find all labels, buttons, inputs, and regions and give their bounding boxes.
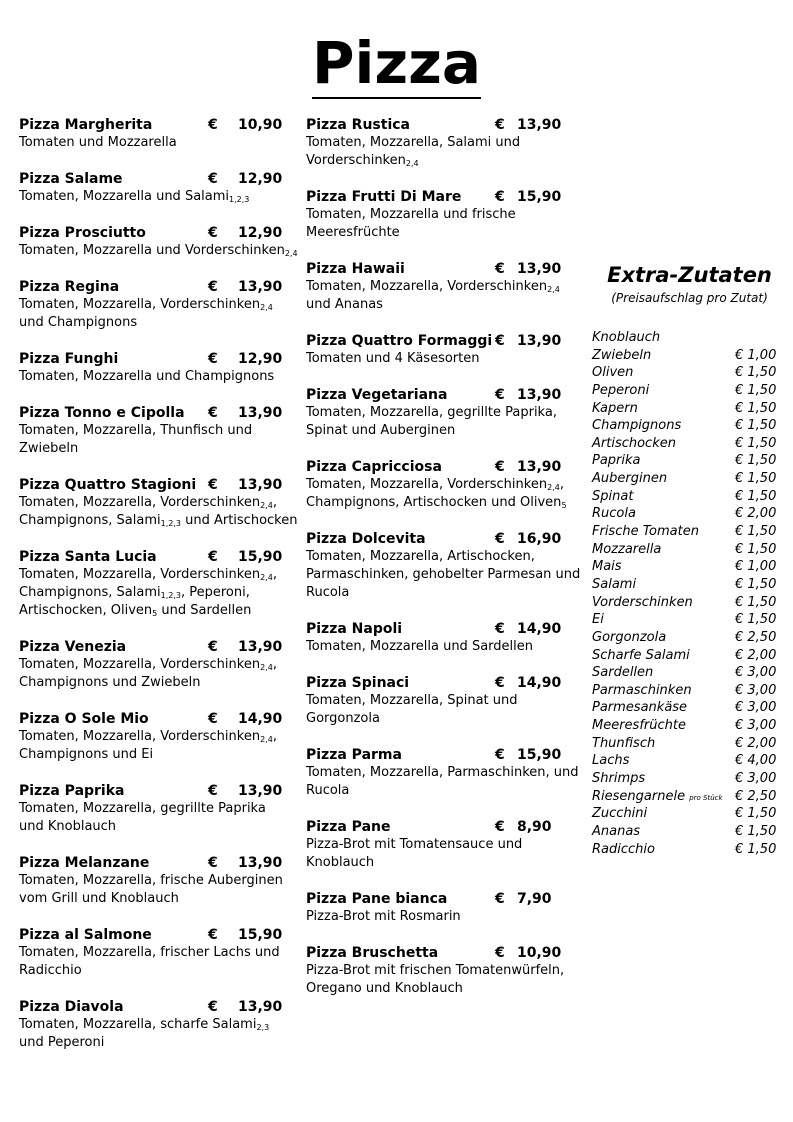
extra-topping-name: Kapern <box>592 400 638 416</box>
currency-symbol: € <box>208 477 218 493</box>
menu-item <box>19 476 304 530</box>
currency-symbol: € <box>208 549 218 565</box>
menu-item-description: Champignons, Salami$_{1,2,3}$ und Artischocken <box>19 513 298 528</box>
menu-item-name: Pizza Paprika <box>19 783 125 799</box>
extra-topping-row <box>592 841 787 859</box>
menu-item-price: 13,90 <box>238 999 283 1015</box>
menu-item-price: 12,90 <box>238 225 283 241</box>
menu-item-name: Pizza Pane bianca <box>306 891 448 907</box>
menu-item-description: Champignons und Zwiebeln <box>19 675 201 690</box>
menu-item-header <box>19 476 304 494</box>
menu-item-header <box>19 350 304 368</box>
extra-topping-price: € 1,50 <box>735 400 777 416</box>
menu-item-description: Rucola <box>306 585 350 600</box>
menu-item-name: Pizza Quattro Formaggi <box>306 333 493 349</box>
extra-topping-name: Knoblauch <box>592 330 661 345</box>
menu-item-name: Pizza Napoli <box>306 621 403 637</box>
menu-item <box>306 188 596 242</box>
extra-topping-name: Frische Tomaten <box>592 524 699 540</box>
allergen-note: 2,4 <box>405 159 419 168</box>
allergen-note: 5 <box>561 501 567 510</box>
menu-item-header <box>306 332 596 350</box>
menu-item-description: und Knoblauch <box>19 819 117 834</box>
extra-topping-price: € 1,50 <box>735 806 777 822</box>
menu-item-price: 10,90 <box>517 945 562 961</box>
extra-topping-name: Ananas <box>592 823 641 839</box>
extra-topping-name: Mozzarella <box>592 541 662 557</box>
menu-item-description: Tomaten, Mozzarella, gegrillte Paprika, <box>306 405 557 420</box>
extra-topping-name: Parmesankäse <box>592 700 688 716</box>
menu-item-description: Oregano und Knoblauch <box>306 981 463 996</box>
extra-topping-name: Riesengarnele <box>592 788 686 804</box>
menu-item-header <box>306 818 596 836</box>
extra-topping-price: € 1,50 <box>735 471 777 487</box>
menu-item-description: Tomaten, Mozzarella, Artischocken, <box>306 549 535 564</box>
menu-item-name: Pizza Vegetariana <box>306 387 448 403</box>
currency-symbol: € <box>495 459 505 475</box>
menu-item-name: Pizza al Salmone <box>19 927 152 943</box>
menu-item-header <box>306 116 596 134</box>
menu-item-name: Pizza Salame <box>19 171 123 187</box>
menu-item-header <box>306 530 596 548</box>
extra-topping-row <box>592 347 787 365</box>
menu-item-header <box>306 386 596 404</box>
menu-item-description: Tomaten, Mozzarella und Salami$_{1,2,3}$ <box>19 189 250 204</box>
menu-item-description: und Champignons <box>19 315 138 330</box>
extra-topping-row <box>592 417 787 435</box>
menu-item <box>19 170 304 206</box>
menu-item-header <box>19 278 304 296</box>
menu-item-name: Pizza Melanzane <box>19 855 150 871</box>
extra-topping-price: € 1,50 <box>735 524 777 540</box>
extra-topping-name: Gorgonzola <box>592 629 667 645</box>
menu-item-price: 14,90 <box>238 711 283 727</box>
menu-item-price: 10,90 <box>238 117 283 133</box>
currency-symbol: € <box>495 747 505 763</box>
menu-item-description: Meeresfrüchte <box>306 225 400 240</box>
extra-topping-name: Salami <box>592 576 637 592</box>
menu-item-name: Pizza Funghi <box>19 351 119 367</box>
currency-symbol: € <box>495 675 505 691</box>
menu-item-description: Tomaten, Mozzarella, gegrillte Paprika <box>19 801 266 816</box>
extra-topping-price: € 1,50 <box>735 576 777 592</box>
menu-item-price: 15,90 <box>517 189 562 205</box>
extra-topping-row <box>592 435 787 453</box>
extra-topping-row <box>592 523 787 541</box>
allergen-note: 2,4 <box>284 249 298 258</box>
menu-item-price: 13,90 <box>238 405 283 421</box>
menu-item <box>306 818 596 872</box>
menu-item <box>19 638 304 692</box>
menu-item-description: Radicchio <box>19 963 82 978</box>
extra-topping-row <box>592 541 787 559</box>
extra-topping-name: Champignons <box>592 418 682 434</box>
menu-item-description: Pizza-Brot mit frischen Tomatenwürfeln, <box>306 963 565 978</box>
menu-item-header <box>19 638 304 656</box>
allergen-note: 2,4 <box>260 501 273 510</box>
allergen-note: 2,4 <box>260 663 273 672</box>
extra-topping-price: € 1,50 <box>735 594 777 610</box>
extra-topping-name: Auberginen <box>592 471 668 487</box>
menu-item-name: Pizza Dolcevita <box>306 531 426 547</box>
extra-topping-row <box>592 629 787 647</box>
extra-topping-price: € 2,00 <box>735 735 777 751</box>
extra-topping-row <box>592 452 787 470</box>
menu-item-description: Champignons, Artischocken und Oliven$_5$ <box>306 495 567 510</box>
menu-item <box>19 404 304 458</box>
menu-item-price: 13,90 <box>238 855 283 871</box>
menu-item-name: Pizza Hawaii <box>306 261 405 277</box>
currency-symbol: € <box>208 279 218 295</box>
extra-topping-price: € 2,00 <box>735 506 777 522</box>
extra-topping-name: Peperoni <box>592 382 650 398</box>
menu-item <box>306 890 596 926</box>
currency-symbol: € <box>208 999 218 1015</box>
menu-item-description: Knoblauch <box>306 855 375 870</box>
menu-item-name: Pizza Santa Lucia <box>19 549 157 565</box>
extra-topping-name: Zwiebeln <box>592 347 652 363</box>
extra-topping-price: € 1,00 <box>735 559 777 575</box>
allergen-note: 2,3 <box>256 1023 270 1032</box>
menu-item-description: Tomaten, Mozzarella, Vorderschinken$_{2,4}$ <box>306 279 560 294</box>
menu-item-header <box>306 944 596 962</box>
menu-item-description: Tomaten, Mozzarella und Champignons <box>19 369 275 384</box>
menu-item-price: 12,90 <box>238 171 283 187</box>
extra-topping-price: € 1,00 <box>735 347 777 363</box>
menu-item <box>19 854 304 908</box>
menu-item-price: 8,90 <box>517 819 552 835</box>
menu-item-description: Zwiebeln <box>19 441 79 456</box>
menu-item-name: Pizza Quattro Stagioni <box>19 477 197 493</box>
extra-topping-name: Rucola <box>592 506 636 522</box>
menu-item <box>19 278 304 332</box>
menu-item <box>306 746 596 800</box>
menu-item-header <box>306 260 596 278</box>
menu-item-price: 13,90 <box>238 279 283 295</box>
menu-item-name: Pizza Prosciutto <box>19 225 146 241</box>
menu-item <box>306 458 596 512</box>
menu-item-description: Tomaten, Mozzarella, Vorderschinken$_{2,4}$, <box>19 657 277 672</box>
menu-item-description: Parmaschinken, gehobelter Parmesan und <box>306 567 581 582</box>
currency-symbol: € <box>495 891 505 907</box>
currency-symbol: € <box>208 639 218 655</box>
menu-item-description: Tomaten, Mozzarella, Salami und <box>306 135 521 150</box>
menu-item-description: Artischocken, Oliven$_5$ und Sardellen <box>19 603 252 618</box>
menu-item-description: Tomaten, Mozzarella und Vorderschinken$_{2,4}$ <box>19 243 298 258</box>
menu-item-description: Tomaten, Mozzarella, frische Auberginen <box>19 873 283 888</box>
menu-item-description: Tomaten, Mozzarella, Vorderschinken$_{2,4}$, <box>306 477 564 492</box>
extra-topping-price: € 1,50 <box>735 435 777 451</box>
menu-item-name: Pizza Venezia <box>19 639 127 655</box>
currency-symbol: € <box>208 171 218 187</box>
menu-item-description: Tomaten, Mozzarella, Vorderschinken$_{2,4}$, <box>19 495 277 510</box>
extra-topping-row <box>592 788 787 806</box>
extra-topping-name: Thunfisch <box>592 735 656 751</box>
menu-item-description: Rucola <box>306 783 350 798</box>
extra-topping-price: € 1,50 <box>735 453 777 469</box>
extra-topping-name: Mais <box>592 559 622 575</box>
currency-symbol: € <box>495 819 505 835</box>
extra-topping-price: € 3,00 <box>735 771 777 787</box>
extra-topping-row <box>592 823 787 841</box>
menu-item <box>306 530 596 602</box>
allergen-note: 1,2,3 <box>160 519 181 528</box>
extra-topping-row <box>592 505 787 523</box>
menu-item-description: Tomaten, Mozzarella, scharfe Salami$_{2,3}$ <box>19 1017 270 1032</box>
menu-item-price: 13,90 <box>517 387 562 403</box>
extra-topping-price: € 4,00 <box>735 753 777 769</box>
extra-topping-price: € 1,50 <box>735 612 777 628</box>
menu-item-name: Pizza Capricciosa <box>306 459 442 475</box>
currency-symbol: € <box>208 351 218 367</box>
extra-topping-name: Sardellen <box>592 665 654 681</box>
menu-item-description: Champignons, Salami$_{1,2,3}$, Peperoni, <box>19 585 250 600</box>
menu-item-name: Pizza Margherita <box>19 117 153 133</box>
menu-item-description: Tomaten, Mozzarella, Vorderschinken$_{2,4}$, <box>19 567 277 582</box>
extra-topping-price: € 1,50 <box>735 365 777 381</box>
extra-topping-row <box>592 470 787 488</box>
menu-item-price: 15,90 <box>238 927 283 943</box>
currency-symbol: € <box>208 927 218 943</box>
menu-item-description: Tomaten, Mozzarella, Thunfisch und <box>19 423 253 438</box>
menu-item-header <box>19 224 304 242</box>
extra-topping-row <box>592 576 787 594</box>
extras-list <box>592 329 787 858</box>
extra-topping-name: Oliven <box>592 365 634 381</box>
extra-topping-row <box>592 717 787 735</box>
extra-topping-row <box>592 382 787 400</box>
menu-item-price: 13,90 <box>517 459 562 475</box>
menu-item-description: Pizza-Brot mit Rosmarin <box>306 909 461 924</box>
currency-symbol: € <box>495 189 505 205</box>
menu-title: Pizza <box>311 29 482 97</box>
allergen-note: 2,4 <box>260 735 273 744</box>
extra-topping-row <box>592 647 787 665</box>
menu-item-description: Gorgonzola <box>306 711 380 726</box>
menu-item-header <box>306 890 596 908</box>
extra-topping-row <box>592 752 787 770</box>
menu-item-description: Champignons und Ei <box>19 747 154 762</box>
menu-item-name: Pizza Bruschetta <box>306 945 439 961</box>
currency-symbol: € <box>495 945 505 961</box>
extra-topping-price: € 3,00 <box>735 682 777 698</box>
menu-item-header <box>306 188 596 206</box>
currency-symbol: € <box>495 117 505 133</box>
menu-item-header <box>19 116 304 134</box>
currency-symbol: € <box>208 711 218 727</box>
menu-item-description: Vorderschinken$_{2,4}$ <box>306 153 419 168</box>
menu-item-header <box>306 674 596 692</box>
extra-topping-row <box>592 594 787 612</box>
menu-item-price: 13,90 <box>517 261 562 277</box>
extra-topping-name: Spinat <box>592 488 634 504</box>
extra-topping-row <box>592 664 787 682</box>
menu-item <box>19 926 304 980</box>
extra-topping-price: € 1,50 <box>735 841 777 857</box>
menu-item-header <box>19 926 304 944</box>
menu-item-description: Pizza-Brot mit Tomatensauce und <box>306 837 523 852</box>
menu-item-name: Pizza Diavola <box>19 999 124 1015</box>
extra-topping-name: Shrimps <box>592 771 646 787</box>
menu-item-header <box>19 782 304 800</box>
extra-topping-row <box>592 770 787 788</box>
currency-symbol: € <box>495 621 505 637</box>
extra-topping-row <box>592 400 787 418</box>
menu-item-description: und Ananas <box>306 297 383 312</box>
extra-topping-row <box>592 364 787 382</box>
menu-item-price: 13,90 <box>238 477 283 493</box>
menu-item-description: Tomaten und 4 Käsesorten <box>306 351 480 366</box>
menu-item-header <box>19 548 304 566</box>
menu-item-price: 14,90 <box>517 621 562 637</box>
menu-item <box>19 350 304 386</box>
menu-item-description: Tomaten, Mozzarella, frischer Lachs und <box>19 945 280 960</box>
extra-topping-row <box>592 735 787 753</box>
menu-item-price: 15,90 <box>517 747 562 763</box>
extra-topping-price: € 2,00 <box>735 647 777 663</box>
extra-topping-name: Ei <box>592 612 604 628</box>
currency-symbol: € <box>495 387 505 403</box>
menu-item-header <box>306 458 596 476</box>
extra-topping-name: Parmaschinken <box>592 682 692 698</box>
menu-item-price: 12,90 <box>238 351 283 367</box>
extra-topping-row <box>592 699 787 717</box>
menu-item-header <box>306 746 596 764</box>
allergen-note: 2,4 <box>547 483 560 492</box>
extra-toppings-section <box>592 262 787 858</box>
menu-item-header <box>306 620 596 638</box>
extra-topping-note: pro Stück <box>689 793 723 802</box>
extra-topping-name: Scharfe Salami <box>592 647 690 663</box>
currency-symbol: € <box>208 783 218 799</box>
extra-topping-name: Radicchio <box>592 841 655 857</box>
extra-topping-name: Paprika <box>592 453 641 469</box>
menu-item-name: Pizza Tonno e Cipolla <box>19 405 185 421</box>
menu-item-description: Tomaten, Mozzarella, Vorderschinken$_{2,4}$, <box>19 729 277 744</box>
currency-symbol: € <box>208 855 218 871</box>
menu-item-price: 13,90 <box>238 639 283 655</box>
menu-item-price: 7,90 <box>517 891 552 907</box>
menu-item <box>306 674 596 728</box>
extra-topping-price: € 2,50 <box>735 788 777 804</box>
menu-item <box>19 998 304 1052</box>
menu-item <box>19 116 304 152</box>
extra-topping-price: € 3,00 <box>735 718 777 734</box>
extra-topping-name: Zucchini <box>592 806 648 822</box>
menu-item <box>19 548 304 620</box>
extra-topping-name: Vorderschinken <box>592 594 693 610</box>
extras-subtitle: (Preisaufschlag pro Zutat) <box>611 291 768 305</box>
menu-item-header <box>19 998 304 1016</box>
menu-item-price: 14,90 <box>517 675 562 691</box>
currency-symbol: € <box>495 333 505 349</box>
extra-topping-price: € 1,50 <box>735 418 777 434</box>
menu-item-description: Tomaten, Mozzarella, Spinat und <box>306 693 518 708</box>
extra-topping-price: € 1,50 <box>735 488 777 504</box>
extra-topping-price: € 1,50 <box>735 541 777 557</box>
extra-topping-price: € 1,50 <box>735 382 777 398</box>
menu-item-description: Tomaten, Mozzarella, Vorderschinken$_{2,4}$ <box>19 297 273 312</box>
menu-item <box>19 710 304 764</box>
menu-item-price: 13,90 <box>517 333 562 349</box>
menu-item-description: vom Grill und Knoblauch <box>19 891 179 906</box>
menu-item-description: Tomaten und Mozzarella <box>19 135 177 150</box>
extra-topping-row <box>592 558 787 576</box>
currency-symbol: € <box>495 531 505 547</box>
allergen-note: 1,2,3 <box>160 591 181 600</box>
menu-item <box>306 620 596 656</box>
extra-topping-row <box>592 611 787 629</box>
allergen-note: 5 <box>152 609 158 618</box>
menu-item-name: Pizza Rustica <box>306 117 410 133</box>
extra-topping-row <box>592 805 787 823</box>
menu-item-name: Pizza Regina <box>19 279 120 295</box>
allergen-note: 2,4 <box>260 573 273 582</box>
menu-item-price: 13,90 <box>238 783 283 799</box>
menu-item-description: Tomaten, Mozzarella und Sardellen <box>306 639 533 654</box>
menu-item <box>306 332 596 368</box>
extra-topping-price: € 3,00 <box>735 665 777 681</box>
menu-item <box>19 782 304 836</box>
extra-topping-name: Artischocken <box>592 435 676 451</box>
menu-item-description: Spinat und Auberginen <box>306 423 456 438</box>
extra-topping-name: Lachs <box>592 753 630 769</box>
menu-item <box>19 224 304 260</box>
menu-item-header <box>19 170 304 188</box>
extra-topping-name: Meeresfrüchte <box>592 718 686 734</box>
extra-topping-row <box>592 488 787 506</box>
menu-item-name: Pizza Pane <box>306 819 391 835</box>
menu-item-price: 13,90 <box>517 117 562 133</box>
menu-item-description: Tomaten, Mozzarella und frische <box>306 207 516 222</box>
currency-symbol: € <box>208 225 218 241</box>
menu-item-name: Pizza Frutti Di Mare <box>306 189 462 205</box>
menu-item-header <box>19 404 304 422</box>
menu-item-price: 15,90 <box>238 549 283 565</box>
extra-topping-price: € 3,00 <box>735 700 777 716</box>
currency-symbol: € <box>208 117 218 133</box>
extra-topping-price: € 1,50 <box>735 823 777 839</box>
menu-item <box>306 116 596 170</box>
menu-item-description: und Peperoni <box>19 1035 105 1050</box>
extras-title: Extra-Zutaten <box>607 263 772 287</box>
menu-item <box>306 260 596 314</box>
allergen-note: 2,4 <box>547 285 560 294</box>
menu-item-header <box>19 710 304 728</box>
extra-topping-price: € 2,50 <box>735 629 777 645</box>
menu-item-name: Pizza O Sole Mio <box>19 711 149 727</box>
allergen-note: 1,2,3 <box>229 195 250 204</box>
menu-item-header <box>19 854 304 872</box>
menu-item <box>306 944 596 998</box>
menu-item-description: Tomaten, Mozzarella, Parmaschinken, und <box>306 765 579 780</box>
menu-item <box>306 386 596 440</box>
extra-topping-row <box>592 682 787 700</box>
extra-topping-row <box>592 329 787 347</box>
menu-item-name: Pizza Spinaci <box>306 675 410 691</box>
menu-item-price: 16,90 <box>517 531 562 547</box>
currency-symbol: € <box>208 405 218 421</box>
menu-item-name: Pizza Parma <box>306 747 402 763</box>
currency-symbol: € <box>495 261 505 277</box>
allergen-note: 2,4 <box>260 303 273 312</box>
